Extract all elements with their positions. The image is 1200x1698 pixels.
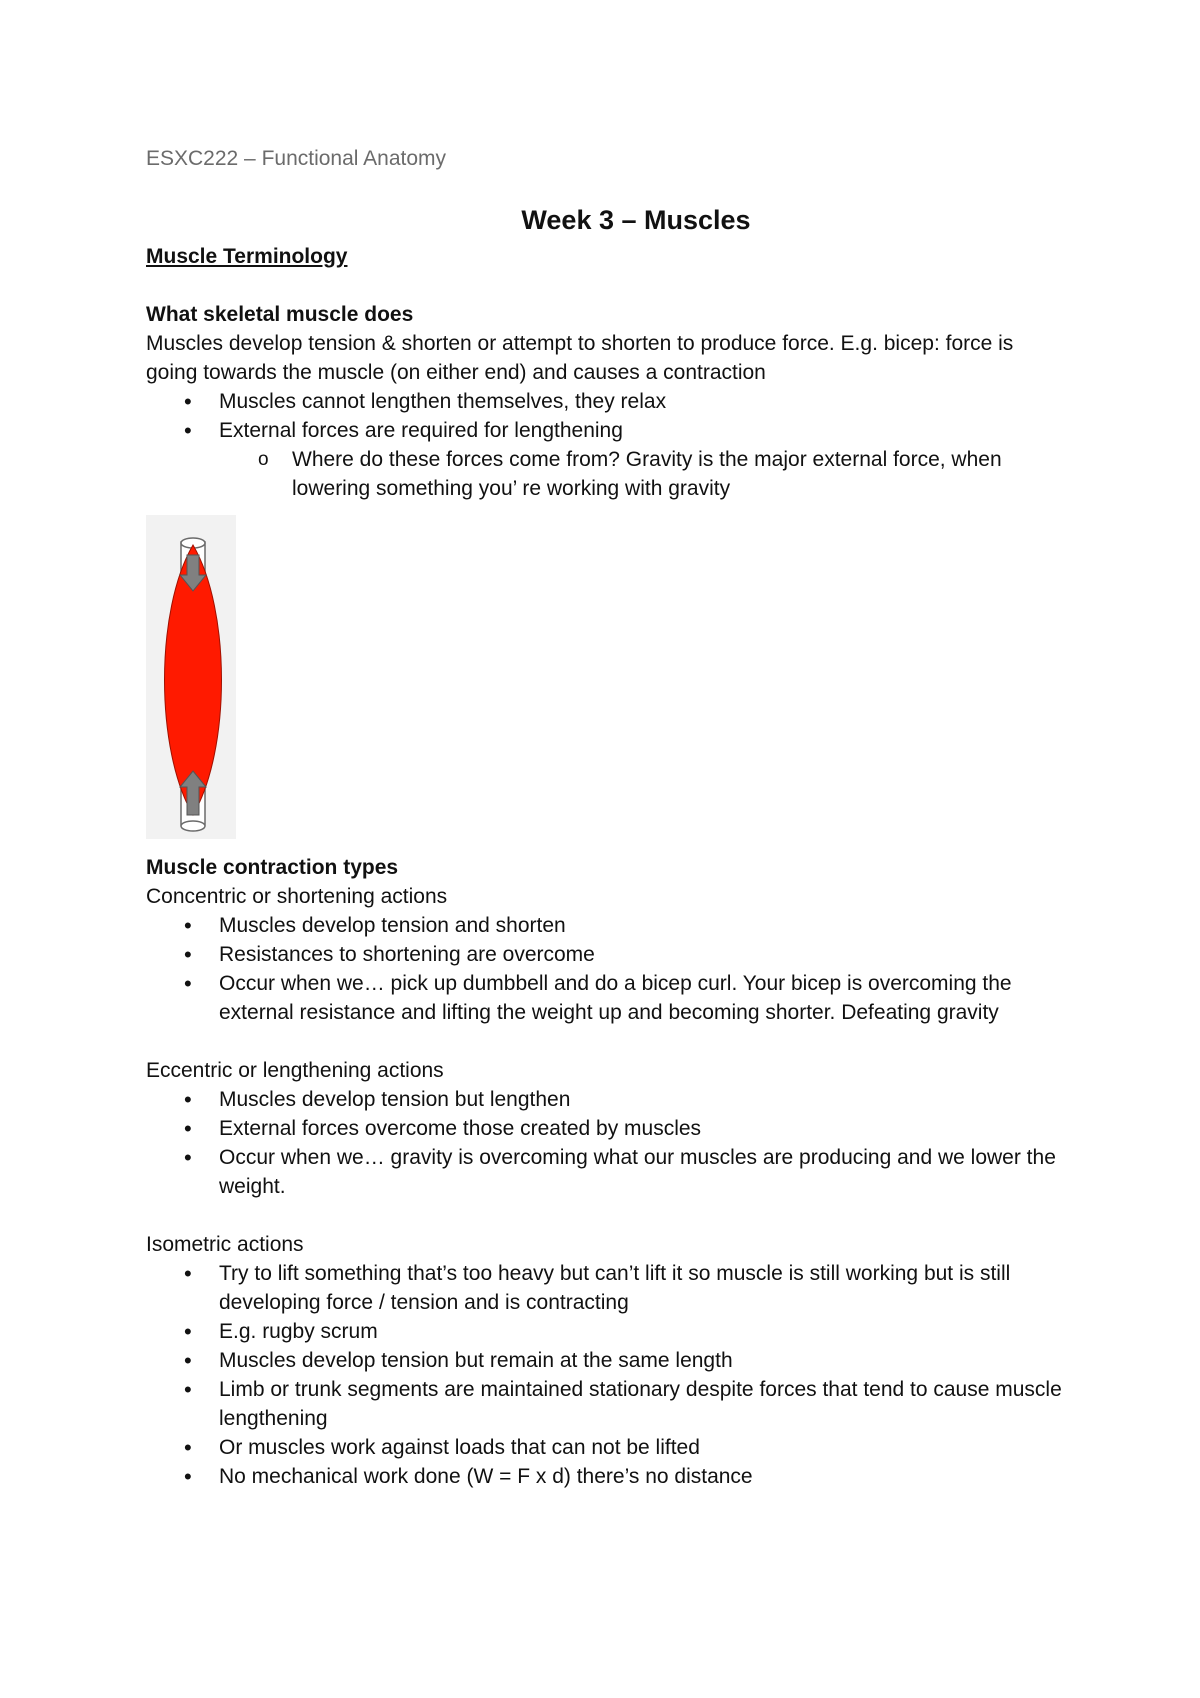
bullet-item: • Try to lift something that’s too heavy but can’t lift it so muscle is still working but is still developing force / tension and is contracting [146, 1259, 1066, 1317]
bullet-item: • Occur when we… pick up dumbbell and do a bicep curl. Your bicep is overcoming the external resistance and lifting the weight up and becoming shorter. Defeating gravity [146, 969, 1066, 1027]
paragraph-muscle-tension: Muscles develop tension & shorten or attempt to shorten to produce force. E.g. bicep: force is going towards the muscle (on either end) and causes a contraction [146, 332, 1014, 384]
sub-bullet-item: o Where do these forces come from? Gravity is the major external force, when lowering something you’ re working with gravity [146, 445, 1066, 503]
bullet-item: • Resistances to shortening are overcome [146, 940, 1066, 969]
bullet-item: • Muscles develop tension and shorten [146, 911, 1066, 940]
bullet-item: • Muscles develop tension but lengthen [146, 1085, 1066, 1114]
subheading-skeletal-muscle: What skeletal muscle does [146, 303, 414, 326]
document-page [146, 144, 1066, 1491]
concentric-bullet-list [146, 911, 1066, 1027]
terminology-sub-bullet-list [146, 445, 1066, 503]
muscle-diagram-svg [146, 515, 236, 839]
bullet-item: • No mechanical work done (W = F x d) there’s no distance [146, 1462, 1066, 1491]
page-title: Week 3 – Muscles [521, 205, 751, 235]
bullet-item: • E.g. rugby scrum [146, 1317, 1066, 1346]
section-heading-terminology: Muscle Terminology [146, 245, 348, 268]
bullet-item: • Limb or trunk segments are maintained stationary despite forces that tend to cause muscle lengthening [146, 1375, 1066, 1433]
bullet-item: • Muscles cannot lengthen themselves, they relax [146, 387, 1066, 416]
bottom-tendon-cap [181, 821, 205, 831]
bullet-item: • Occur when we… gravity is overcoming what our muscles are producing and we lower the weight. [146, 1143, 1066, 1201]
course-title: ESXC222 – Functional Anatomy [146, 147, 447, 170]
terminology-bullet-list [146, 387, 1066, 445]
concentric-title: Concentric or shortening actions [146, 885, 448, 908]
eccentric-title: Eccentric or lengthening actions [146, 1059, 444, 1082]
subheading-contraction-types: Muscle contraction types [146, 856, 399, 879]
bullet-item: • Or muscles work against loads that can not be lifted [146, 1433, 1066, 1462]
eccentric-bullet-list [146, 1085, 1066, 1201]
bullet-item: • External forces overcome those created by muscles [146, 1114, 1066, 1143]
isometric-title: Isometric actions [146, 1233, 304, 1256]
bullet-item: • Muscles develop tension but remain at the same length [146, 1346, 1066, 1375]
muscle-diagram [146, 515, 236, 839]
isometric-bullet-list [146, 1259, 1066, 1491]
bullet-item: • External forces are required for lengthening [146, 416, 1066, 445]
